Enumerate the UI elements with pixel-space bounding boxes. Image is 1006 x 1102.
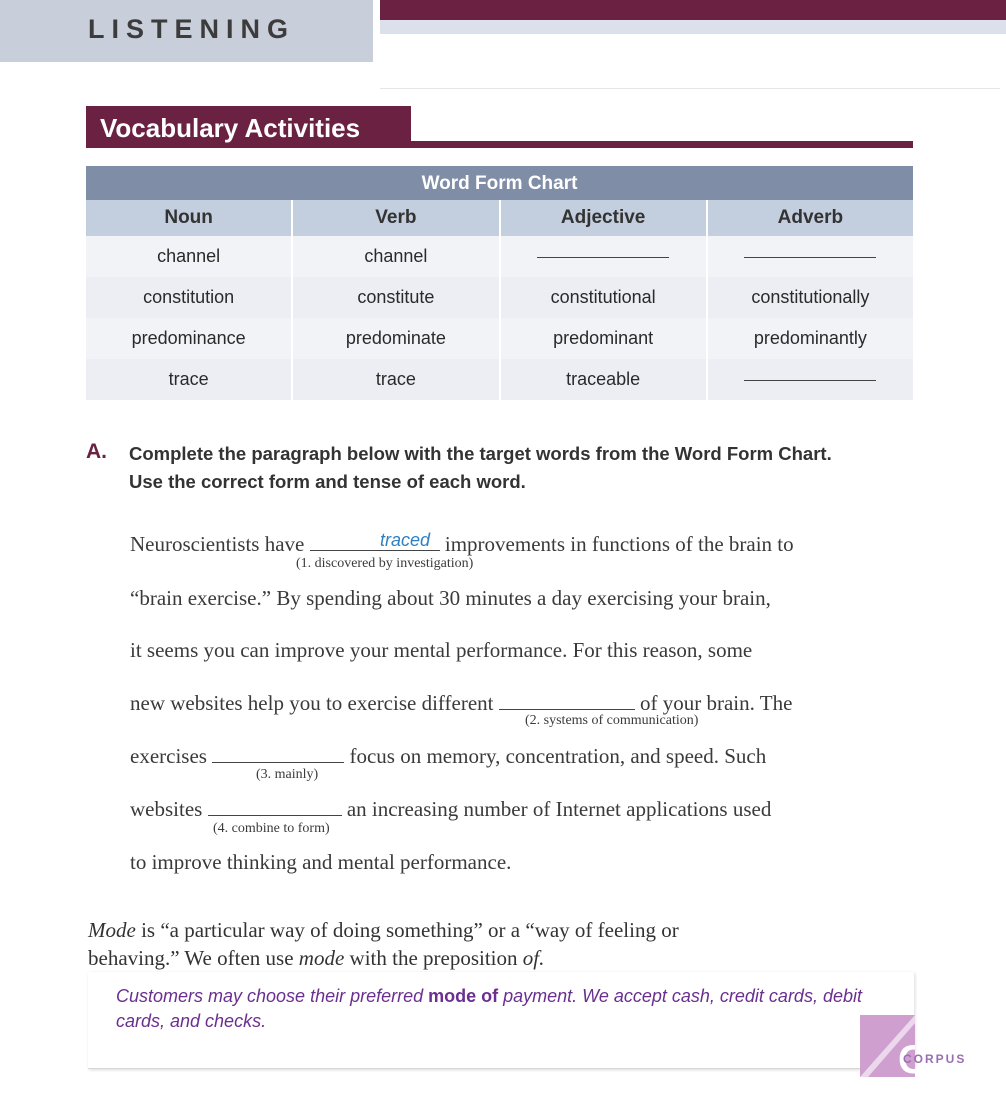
cell-adjective: constitutional: [501, 277, 708, 318]
column-header-adjective: Adjective: [501, 200, 708, 236]
cell-noun: channel: [86, 236, 293, 277]
corpus-label: CORPUS: [903, 1052, 967, 1066]
text: with the preposition: [344, 946, 523, 970]
table-row: [86, 359, 913, 400]
column-header-verb: Verb: [293, 200, 500, 236]
blank-line: [744, 380, 876, 381]
usage-note: [88, 916, 848, 972]
cell-adjective: predominant: [501, 318, 708, 359]
cell-adjective-blank: [501, 236, 708, 277]
section-title: Vocabulary Activities: [100, 113, 361, 143]
cell-noun: trace: [86, 359, 293, 400]
hint-4: (4. combine to form): [213, 821, 330, 836]
cell-noun: predominance: [86, 318, 293, 359]
text: Customers may choose their preferred: [116, 986, 429, 1006]
example-sentence: [116, 984, 876, 1034]
answer-blank-4[interactable]: [208, 797, 342, 816]
section-label: LISTENING: [88, 14, 296, 44]
chart-title: Word Form Chart: [86, 166, 913, 200]
cell-adverb: constitutionally: [751, 287, 870, 307]
answer-blank-3[interactable]: [212, 744, 344, 763]
text: Neuroscientists have: [130, 532, 305, 556]
paragraph-line: to improve thinking and mental performance.: [130, 850, 512, 874]
corpus-c-icon: [860, 1015, 915, 1077]
text: is “a particular way of doing something” or a “way of feeling or: [135, 918, 679, 942]
text: websites: [130, 797, 203, 821]
answer-1[interactable]: traced: [380, 530, 431, 550]
text: new websites help you to exercise different: [130, 691, 494, 715]
term: mode: [298, 946, 345, 970]
cell-adjective: traceable: [501, 359, 708, 400]
exercise-letter: A.: [86, 440, 107, 463]
term: Mode: [88, 918, 136, 942]
usage-line: [88, 916, 848, 944]
hint-2: (2. systems of communication): [525, 713, 699, 728]
text: exercises: [130, 744, 207, 768]
hint-1: (1. discovered by investigation): [296, 556, 474, 571]
header-band-light: [380, 20, 1006, 34]
answer-blank-2[interactable]: [499, 691, 635, 710]
hint-3: (3. mainly): [256, 767, 319, 782]
column-header-adverb: Adverb: [777, 207, 844, 228]
chart-column-headers: [86, 200, 913, 236]
table-row: [86, 236, 913, 277]
column-header-noun: Noun: [86, 200, 293, 236]
instruction-line: Complete the paragraph below with the target words from the Word Form Chart.: [129, 443, 832, 464]
corpus-icon: [860, 1015, 915, 1077]
paragraph-line: it seems you can improve your mental performance. For this reason, some: [130, 638, 753, 662]
exercise-instructions: [129, 440, 929, 496]
cell-adverb-blank: [708, 359, 913, 400]
cell-verb: trace: [293, 359, 500, 400]
svg-text:C: C: [898, 1038, 915, 1077]
paragraph-line: “brain exercise.” By spending about 30 minutes a day exercising your brain,: [130, 586, 771, 610]
table-row: [86, 277, 913, 318]
blank-line: [537, 257, 669, 258]
paragraph-line: [130, 797, 771, 822]
cell-verb: channel: [293, 236, 500, 277]
cell-verb: predominate: [293, 318, 500, 359]
cell-verb: constitute: [293, 277, 500, 318]
text: an increasing number of Internet applications used: [346, 797, 772, 821]
blank-line: [744, 257, 876, 258]
text: behaving.” We often use: [88, 946, 299, 970]
table-row: [86, 318, 913, 359]
cell-adverb-blank: [708, 236, 913, 277]
text: payment. We accept cash, credit cards, debit cards, and checks.: [116, 986, 862, 1031]
word-form-chart: [86, 166, 913, 400]
text: focus on memory, concentration, and speed. Such: [349, 744, 767, 768]
text: of your brain. The: [640, 691, 793, 715]
term: of.: [522, 946, 545, 970]
highlight: mode of: [428, 986, 499, 1006]
cell-noun: constitution: [86, 277, 293, 318]
header-band: [380, 0, 1006, 20]
usage-line: [88, 944, 848, 972]
instruction-line: Use the correct form and tense of each word.: [129, 471, 526, 492]
paragraph-line: [130, 744, 766, 769]
paragraph-line: [130, 532, 794, 557]
text: improvements in functions of the brain to: [444, 532, 794, 556]
divider: [380, 88, 1000, 89]
cell-adverb: predominantly: [753, 328, 867, 348]
chart-rows: [86, 236, 913, 400]
